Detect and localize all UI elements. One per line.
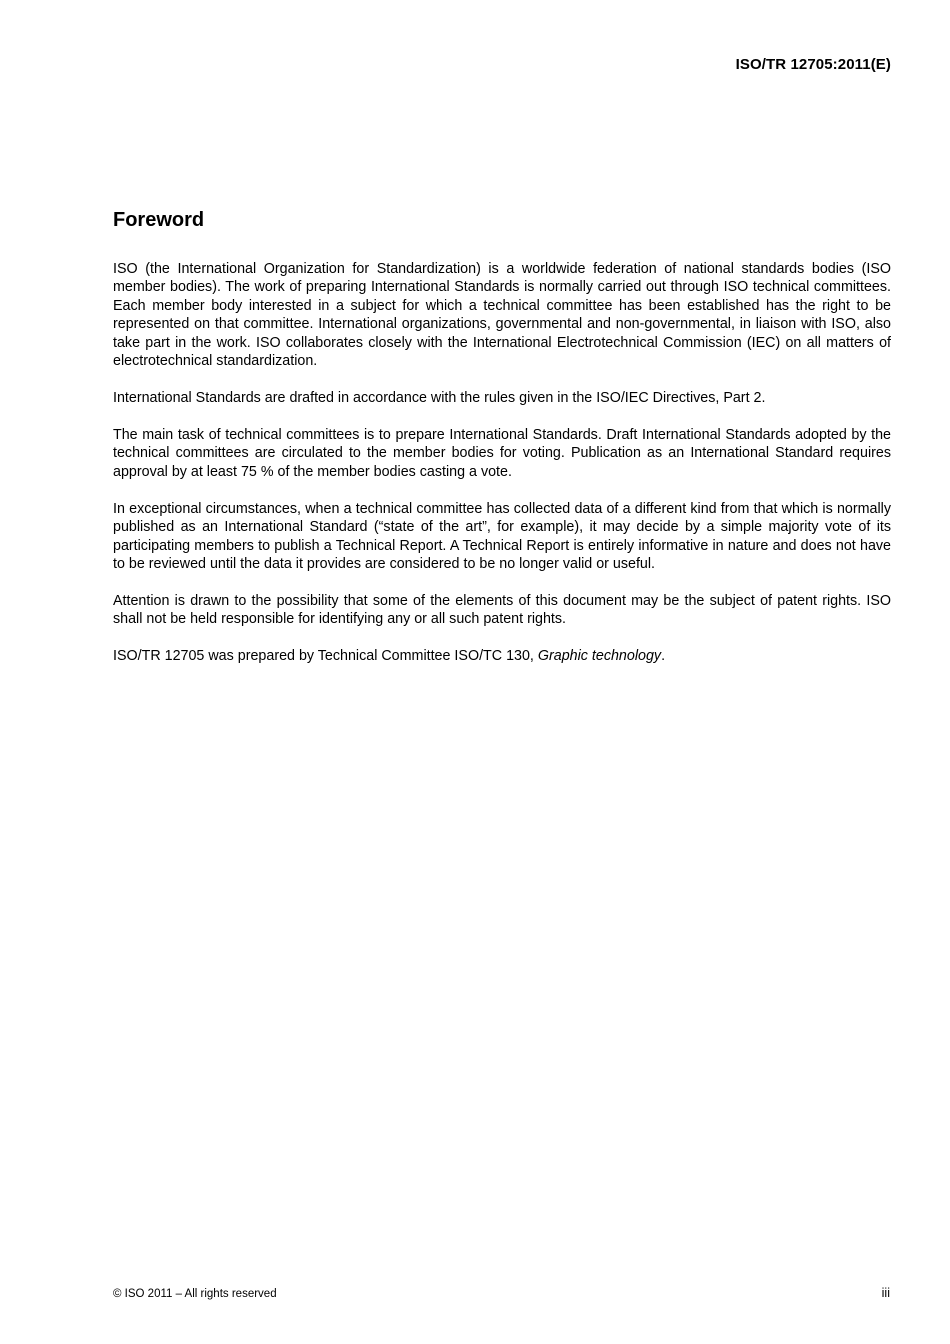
committee-name-italic: Graphic technology	[537, 648, 662, 665]
paragraph-committee-task: The main task of technical committees is to prepare International Standards. Draft International Standards adopted by the technical committees are circulated to the member bodies for voting. Publication as an International Standard requires approval by at least 75 % of the member bodies casting a vote.	[113, 427, 891, 480]
paragraph-iso-overview: ISO (the International Organization for Standardization) is a worldwide federation of national standards bodies (ISO member bodies). The work of preparing International Standards is normally carried out through ISO technical committees. Each member body interested in a subject for which a technical committee has been established has the right to be represented on that committee. International organizations, governmental and non-governmental, in liaison with ISO, also take part in the work. ISO collaborates closely with the International Electrotechnical Commission (IEC) on all matters of electrotechnical standardization.	[113, 261, 891, 370]
document-identifier: ISO/TR 12705:2011(E)	[735, 56, 891, 73]
prepared-by-lead: ISO/TR 12705 was prepared by Technical Committee ISO/TC 130,	[113, 648, 538, 665]
paragraph-technical-report: In exceptional circumstances, when a technical committee has collected data of a different kind from that which is normally published as an International Standard (“state of the art”, for example), it may decide by a simple majority vote of its participating members to publish a Technical Report. A Technical Report is entirely informative in nature and does not have to be reviewed until the data it provides are considered to be no longer valid or useful.	[113, 500, 891, 573]
prepared-by-trail: .	[661, 648, 666, 665]
paragraph-prepared-by	[113, 647, 891, 665]
section-heading: Foreword	[113, 209, 205, 231]
foreword-body	[113, 260, 891, 684]
page-number: iii	[881, 1286, 890, 1300]
paragraph-directives: International Standards are drafted in accordance with the rules given in the ISO/IEC Directives, Part 2.	[113, 390, 766, 407]
copyright-notice: © ISO 2011 – All rights reserved	[113, 1288, 277, 1300]
paragraph-patent-rights: Attention is drawn to the possibility that some of the elements of this document may be the subject of patent rights. ISO shall not be held responsible for identifying any or all such patent rights.	[113, 593, 891, 628]
